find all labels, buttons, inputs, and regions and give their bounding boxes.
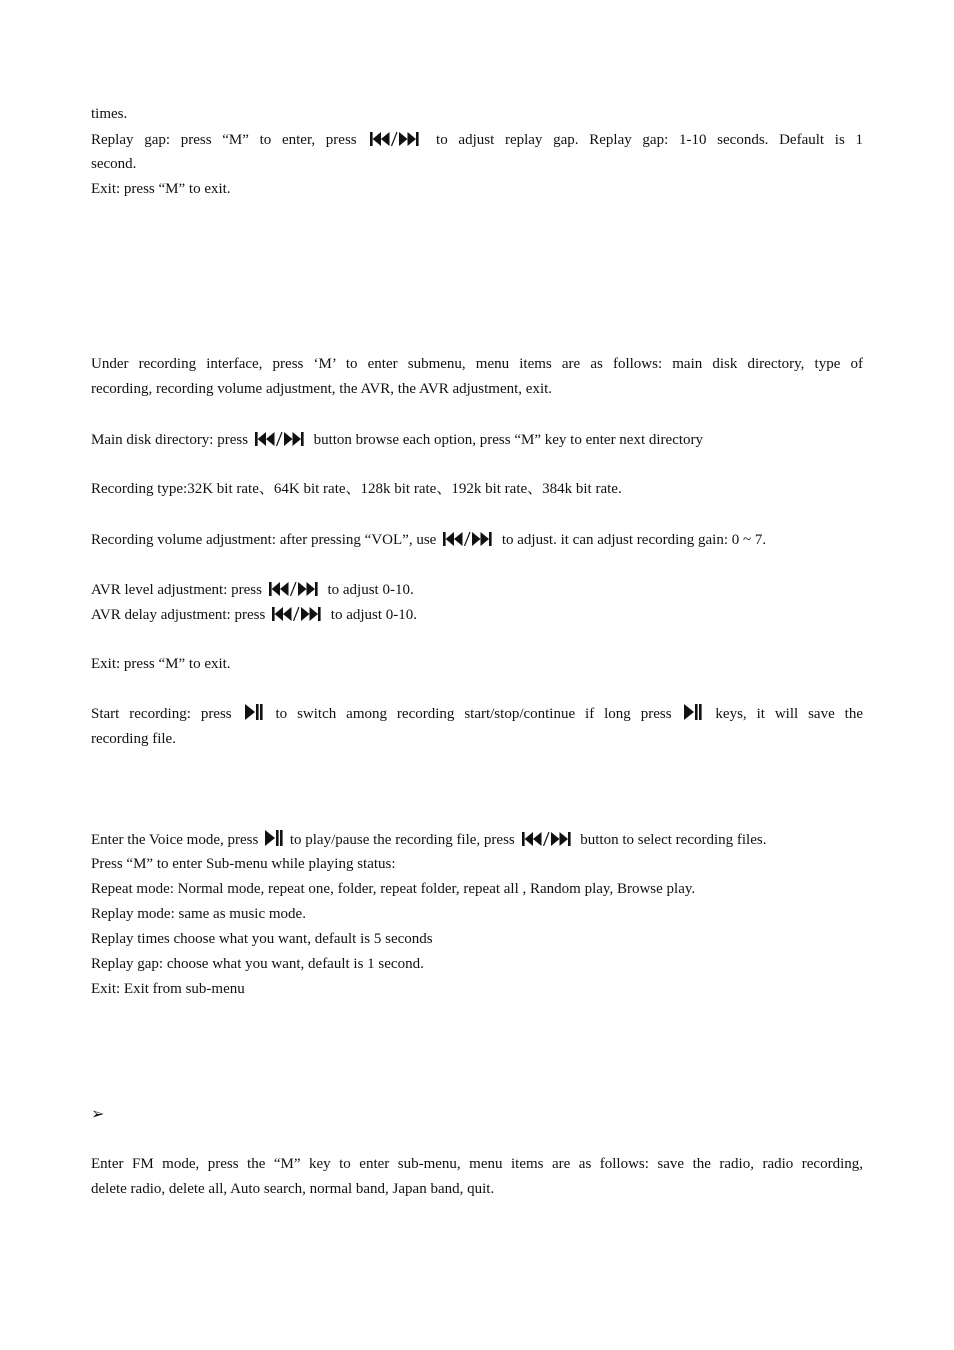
avr-delay-text-b: to adjust 0-10. (330, 607, 418, 623)
avr-level-text-b: to adjust 0-10. (327, 582, 414, 598)
start-recording-text-a: Start recording: press (91, 706, 232, 722)
start-recording-text-c: keys, it will save the (715, 706, 863, 722)
main-disk-text-a: Main disk directory: press (91, 432, 249, 448)
prev-next-icon (269, 582, 321, 596)
prev-next-icon (272, 607, 324, 621)
recording-type-line: Recording type:32K bit rate、64K bit rate、128k bit rate、192k bit rate、384k bit rate. (91, 481, 622, 497)
avr-level-line (91, 580, 414, 600)
voice-replay-mode-line: Replay mode: same as music mode. (91, 906, 306, 922)
voice-submenu-line: Press “M” to enter Sub-menu while playing status: (91, 856, 396, 872)
prev-next-icon (370, 132, 422, 146)
text-times: times. (91, 106, 128, 122)
replay-gap-text-a: Replay gap: press “M” to enter, press (91, 132, 357, 148)
voice-repeat-mode-line: Repeat mode: Normal mode, repeat one, folder, repeat folder, repeat all , Random play, Browse play. (91, 881, 696, 897)
main-disk-text-b: button browse each option, press “M” key to enter next directory (313, 432, 704, 448)
avr-delay-text-a: AVR delay adjustment: press (91, 607, 266, 623)
replay-gap-text-b: to adjust replay gap. Replay gap: 1-10 seconds. Default is 1 (436, 132, 863, 148)
recording-intro-2: recording, recording volume adjustment, the AVR, the AVR adjustment, exit. (91, 381, 553, 397)
play-pause-icon (265, 830, 283, 846)
voice-replay-gap-line: Replay gap: choose what you want, default is 1 second. (91, 956, 424, 972)
voice-exit-line: Exit: Exit from sub-menu (91, 981, 245, 997)
fm-intro-2: delete radio, delete all, Auto search, normal band, Japan band, quit. (91, 1181, 495, 1197)
arrow-bullet-icon: ➢ (91, 1104, 105, 1123)
main-disk-directory-line (91, 430, 703, 450)
recording-intro-1: Under recording interface, press ‘M’ to enter submenu, menu items are as follows: main disk directory, type of (91, 356, 863, 372)
prev-next-icon (522, 832, 574, 846)
text-exit-2: Exit: press “M” to exit. (91, 656, 231, 672)
prev-next-icon (443, 532, 495, 546)
text-second: second. (91, 156, 137, 172)
voice-intro-line (91, 830, 766, 850)
start-recording-line (91, 704, 863, 724)
avr-delay-line (91, 605, 417, 625)
voice-text-b: to play/pause the recording file, press (289, 832, 515, 848)
play-pause-icon (245, 704, 263, 720)
replay-gap-line (91, 130, 863, 150)
text-exit-1: Exit: press “M” to exit. (91, 181, 231, 197)
prev-next-icon (255, 432, 307, 446)
voice-text-c: button to select recording files. (580, 832, 767, 848)
start-recording-text-b: to switch among recording start/stop/continue if long press (275, 706, 672, 722)
fm-intro-1: Enter FM mode, press the “M” key to enter sub-menu, menu items are as follows: save the radio, radio recording, (91, 1156, 863, 1172)
voice-replay-times-line: Replay times choose what you want, default is 5 seconds (91, 931, 433, 947)
recording-volume-line (91, 530, 766, 550)
avr-level-text-a: AVR level adjustment: press (91, 582, 262, 598)
recording-volume-text-a: Recording volume adjustment: after pressing “VOL”, use (91, 532, 437, 548)
recording-volume-text-b: to adjust. it can adjust recording gain: 0 ~ 7. (501, 532, 767, 548)
play-pause-icon (684, 704, 702, 720)
voice-text-a: Enter the Voice mode, press (91, 832, 259, 848)
text-recording-file: recording file. (91, 731, 176, 747)
